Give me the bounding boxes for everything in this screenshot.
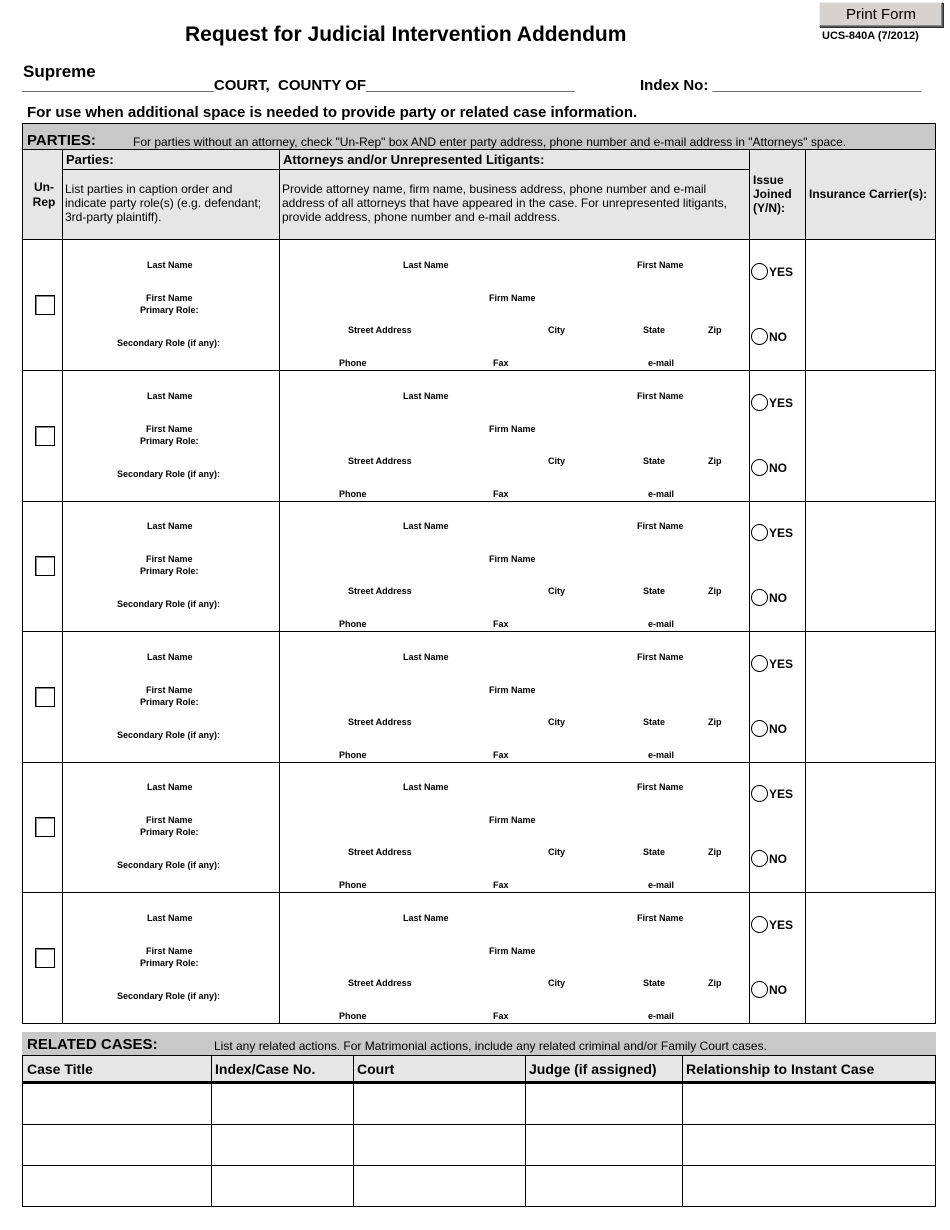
relationship-cell[interactable] [683,1125,935,1165]
issue-joined-header: Issue Joined (Y/N): [753,173,792,215]
fax-label: Fax [493,750,509,760]
parties-heading: PARTIES: [27,132,96,149]
email-label: e-mail [648,750,675,760]
related-case-row [22,1125,936,1166]
unrep-header: Un-Rep [32,180,56,209]
fax-label: Fax [493,358,509,368]
judge-cell[interactable] [526,1166,682,1206]
zip-label: Zip [708,847,722,857]
state-label: State [643,456,666,466]
party-last-name-label: Last Name [147,260,193,270]
secondary-role-label: Secondary Role (if any): [117,338,221,348]
index-case-no-cell[interactable] [212,1084,353,1124]
zip-label: Zip [708,325,722,335]
atty-last-name-label: Last Name [403,913,449,923]
related-case-row [22,1084,936,1125]
related-cases-heading: RELATED CASES: [27,1036,158,1053]
party-first-name-label: First Name [146,946,193,956]
atty-last-name-label: Last Name [403,521,449,531]
fax-label: Fax [493,880,509,890]
issue-joined-yes-radio[interactable] [751,263,768,280]
form-code: UCS-840A (7/2012) [822,30,919,42]
unrep-checkbox[interactable] [35,295,55,315]
case-title-cell[interactable] [23,1166,211,1206]
issue-joined-yes-label: YES [769,526,794,540]
relationship-header: Relationship to Instant Case [686,1061,875,1077]
party-row [22,501,936,632]
unrep-checkbox[interactable] [35,817,55,837]
street-address-label: Street Address [348,456,412,466]
issue-joined-no-radio[interactable] [751,459,768,476]
issue-joined-no-label: NO [769,461,787,475]
insurance-carrier-field[interactable] [806,893,935,1023]
issue-joined-no-radio[interactable] [751,981,768,998]
street-address-label: Street Address [348,978,412,988]
primary-role-label: Primary Role: [140,305,199,315]
attorneys-column-title: Attorneys and/or Unrepresented Litigants: [283,152,545,167]
street-address-label: Street Address [348,325,412,335]
zip-label: Zip [708,717,722,727]
city-label: City [548,847,566,857]
issue-joined-no-label: NO [769,330,787,344]
party-last-name-label: Last Name [147,913,193,923]
party-first-name-label: First Name [146,815,193,825]
parties-note: For parties without an attorney, check "Un-Rep" box AND enter party address, phone number and e-mail address in "Attorneys" space. [133,135,847,149]
court-cell[interactable] [354,1084,525,1124]
issue-joined-no-label: NO [769,591,787,605]
issue-joined-no-radio[interactable] [751,850,768,867]
firm-name-label: Firm Name [489,554,536,564]
party-last-name-label: Last Name [147,391,193,401]
print-form-button[interactable]: Print Form [819,2,943,27]
case-title-header: Case Title [27,1061,93,1077]
court-cell[interactable] [354,1125,525,1165]
atty-first-name-label: First Name [637,913,684,923]
unrep-checkbox[interactable] [35,556,55,576]
email-label: e-mail [648,619,675,629]
relationship-cell[interactable] [683,1166,935,1206]
insurance-carrier-field[interactable] [806,371,935,501]
atty-last-name-label: Last Name [403,391,449,401]
issue-joined-no-label: NO [769,722,787,736]
insurance-carrier-field[interactable] [806,632,935,762]
fax-label: Fax [493,489,509,499]
zip-label: Zip [708,978,722,988]
secondary-role-label: Secondary Role (if any): [117,991,221,1001]
secondary-role-label: Secondary Role (if any): [117,730,221,740]
atty-first-name-label: First Name [637,782,684,792]
party-last-name-label: Last Name [147,652,193,662]
court-county-line[interactable]: _______________________COURT, COUNTY OF_________________________ [22,77,575,94]
city-label: City [548,586,566,596]
judge-cell[interactable] [526,1125,682,1165]
issue-joined-yes-radio[interactable] [751,785,768,802]
fax-label: Fax [493,1011,509,1021]
index-case-no-cell[interactable] [212,1125,353,1165]
issue-joined-yes-label: YES [769,787,794,801]
secondary-role-label: Secondary Role (if any): [117,599,221,609]
attorneys-column-desc: Provide attorney name, firm name, business address, phone number and e-mail address of all attorneys that have appeared in the case. For unrepresented litigants, provide address, phone number and e-mail address. [282,182,727,224]
atty-last-name-label: Last Name [403,652,449,662]
issue-joined-no-radio[interactable] [751,589,768,606]
street-address-label: Street Address [348,586,412,596]
phone-label: Phone [339,1011,367,1021]
street-address-label: Street Address [348,847,412,857]
atty-first-name-label: First Name [637,521,684,531]
zip-label: Zip [708,456,722,466]
issue-joined-yes-label: YES [769,657,794,671]
zip-label: Zip [708,586,722,596]
firm-name-label: Firm Name [489,685,536,695]
insurance-carrier-field[interactable] [806,762,935,892]
issue-joined-yes-label: YES [769,265,794,279]
issue-joined-yes-radio[interactable] [751,916,768,933]
insurance-carrier-field[interactable] [806,501,935,631]
state-label: State [643,847,666,857]
case-title-cell[interactable] [23,1084,211,1124]
court-cell[interactable] [354,1166,525,1206]
judge-cell[interactable] [526,1084,682,1124]
issue-joined-yes-radio[interactable] [751,655,768,672]
phone-label: Phone [339,619,367,629]
issue-joined-yes-radio[interactable] [751,524,768,541]
fax-label: Fax [493,619,509,629]
primary-role-label: Primary Role: [140,827,199,837]
phone-label: Phone [339,489,367,499]
firm-name-label: Firm Name [489,815,536,825]
party-last-name-label: Last Name [147,782,193,792]
firm-name-label: Firm Name [489,946,536,956]
party-row [22,632,936,763]
unrep-checkbox[interactable] [35,687,55,707]
phone-label: Phone [339,750,367,760]
parties-column-desc: List parties in caption order and indicate party role(s) (e.g. defendant; 3rd-party plaintiff). [65,182,262,224]
party-row [22,371,936,502]
index-case-no-header: Index/Case No. [215,1061,316,1077]
primary-role-label: Primary Role: [140,436,199,446]
state-label: State [643,978,666,988]
party-first-name-label: First Name [146,424,193,434]
judge-header: Judge (if assigned) [529,1061,657,1077]
secondary-role-label: Secondary Role (if any): [117,860,221,870]
issue-joined-no-label: NO [769,852,787,866]
issue-joined-yes-label: YES [769,396,794,410]
party-last-name-label: Last Name [147,521,193,531]
use-note: For use when additional space is needed to provide party or related case information. [27,104,638,121]
atty-first-name-label: First Name [637,260,684,270]
firm-name-label: Firm Name [489,293,536,303]
index-number-line[interactable]: Index No: _________________________ [640,77,922,94]
state-label: State [643,717,666,727]
city-label: City [548,456,566,466]
state-label: State [643,586,666,596]
party-row [22,893,936,1024]
issue-joined-no-label: NO [769,983,787,997]
related-cases-note: List any related actions. For Matrimonial actions, include any related criminal and/or Family Court cases. [214,1039,767,1053]
atty-first-name-label: First Name [637,391,684,401]
party-first-name-label: First Name [146,293,193,303]
email-label: e-mail [648,1011,675,1021]
email-label: e-mail [648,880,675,890]
city-label: City [548,717,566,727]
primary-role-label: Primary Role: [140,697,199,707]
state-label: State [643,325,666,335]
secondary-role-label: Secondary Role (if any): [117,469,221,479]
email-label: e-mail [648,358,675,368]
issue-joined-yes-radio[interactable] [751,394,768,411]
parties-column-header [22,150,936,240]
court-header: Court [357,1061,395,1077]
phone-label: Phone [339,880,367,890]
phone-label: Phone [339,358,367,368]
related-cases-header [22,1055,936,1084]
case-title-cell[interactable] [23,1125,211,1165]
city-label: City [548,978,566,988]
primary-role-label: Primary Role: [140,566,199,576]
atty-last-name-label: Last Name [403,782,449,792]
party-first-name-label: First Name [146,685,193,695]
party-first-name-label: First Name [146,554,193,564]
issue-joined-yes-label: YES [769,918,794,932]
issue-joined-no-radio[interactable] [751,720,768,737]
insurance-header: Insurance Carrier(s): [809,187,928,201]
page-title: Request for Judicial Intervention Addendum [185,23,627,46]
issue-joined-no-radio[interactable] [751,328,768,345]
insurance-carrier-field[interactable] [806,240,935,370]
court-type: Supreme [23,62,96,81]
index-case-no-cell[interactable] [212,1166,353,1206]
city-label: City [548,325,566,335]
unrep-checkbox[interactable] [35,948,55,968]
party-row [22,240,936,371]
primary-role-label: Primary Role: [140,958,199,968]
email-label: e-mail [648,489,675,499]
unrep-checkbox[interactable] [35,426,55,446]
parties-column-title: Parties: [66,152,114,167]
atty-first-name-label: First Name [637,652,684,662]
party-row [22,762,936,893]
related-case-row [22,1166,936,1207]
street-address-label: Street Address [348,717,412,727]
relationship-cell[interactable] [683,1084,935,1124]
atty-last-name-label: Last Name [403,260,449,270]
firm-name-label: Firm Name [489,424,536,434]
